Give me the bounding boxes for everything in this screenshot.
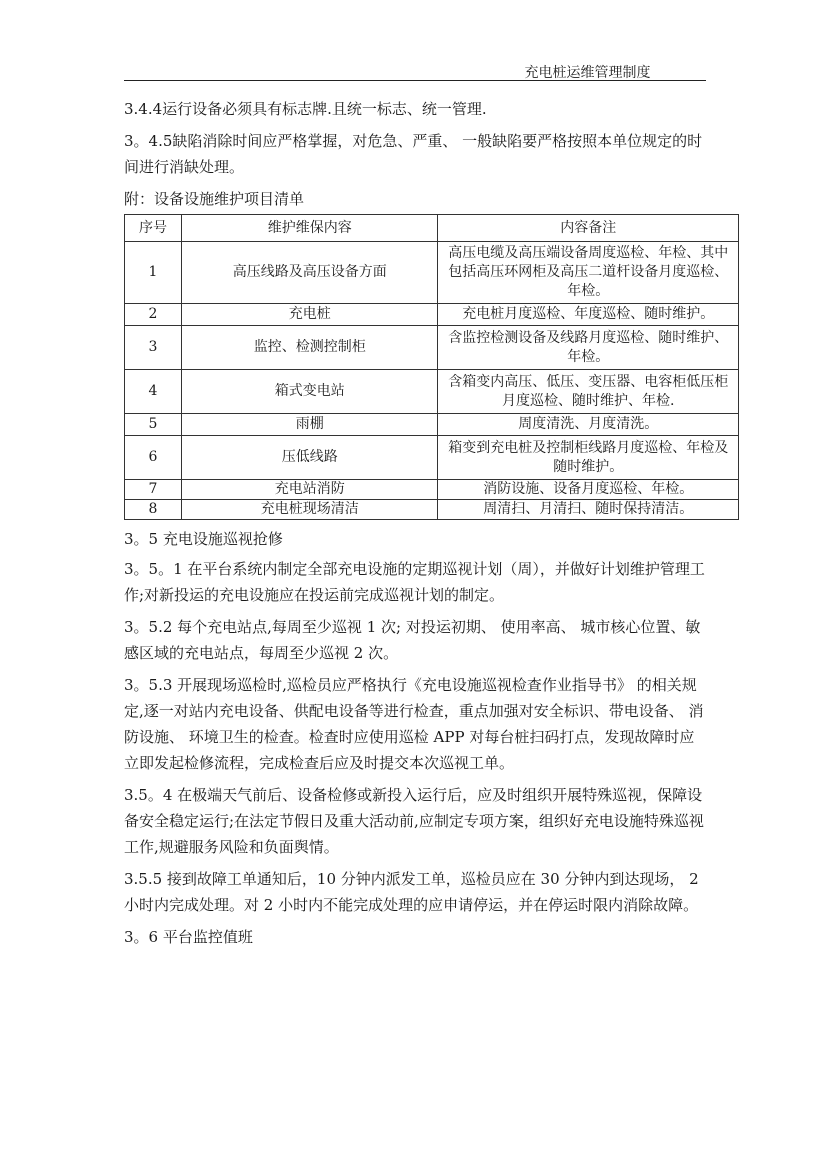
cell-no: 5 [125, 414, 182, 436]
table-row [125, 370, 739, 414]
paragraph-3-5-1: 3。5。1 在平台系统内制定全部充电设施的定期巡视计划（周），并做好计划维护管理工作;对新投运的充电设施应在投运前完成巡视计划的制定。 [124, 560, 705, 604]
cell-note: 含箱变内高压、低压、变压器、电容柜低压柜月度巡检、随时维护、年检. [438, 370, 739, 414]
table-row [125, 304, 739, 326]
paragraph-3-4-4: 3.4.4运行设备必须具有标志牌.且统一标志、统一管理. [124, 100, 487, 118]
header-item: 维护维保内容 [181, 215, 438, 242]
cell-item: 充电站消防 [181, 480, 438, 500]
cell-item: 高压线路及高压设备方面 [181, 242, 438, 304]
cell-item: 雨棚 [181, 414, 438, 436]
table-header-row [125, 215, 739, 242]
cell-item: 压低线路 [181, 436, 438, 480]
cell-note: 周度清洗、月度清洗。 [438, 414, 739, 436]
cell-item: 箱式变电站 [181, 370, 438, 414]
cell-item: 充电桩现场清洁 [181, 500, 438, 520]
table-row [125, 326, 739, 370]
cell-no: 2 [125, 304, 182, 326]
paragraph-3-4-5: 3。4.5缺陷消除时间应严格掌握，对危急、严重、 一般缺陷要严格按照本单位规定的时间进行消缺处理。 [124, 132, 703, 176]
cell-no: 4 [125, 370, 182, 414]
cell-no: 8 [125, 500, 182, 520]
page-header-title: 充电桩运维管理制度 [524, 65, 651, 81]
document-body [124, 96, 729, 954]
cell-no: 3 [125, 326, 182, 370]
header-no: 序号 [125, 215, 182, 242]
paragraph-3-5-3: 3。5.3 开展现场巡检时,巡检员应严格执行《充电设施巡视检查作业指导书》 的相关规定,逐一对站内充电设备、供配电设备等进行检查，重点加强对安全标识、带电设备、 消防设施、 环境卫生的检查。检查时应使用巡检 APP 对每台桩扫码打点，发现故障时应立即发起检修流程，完成检查后应及时提交本次巡视工单。 [124, 676, 704, 772]
cell-item: 监控、检测控制柜 [181, 326, 438, 370]
cell-note: 含监控检测设备及线路月度巡检、随时维护、年检。 [438, 326, 739, 370]
cell-no: 7 [125, 480, 182, 500]
cell-note: 充电桩月度巡检、年度巡检、随时维护。 [438, 304, 739, 326]
cell-item: 充电桩 [181, 304, 438, 326]
maintenance-table [124, 214, 739, 520]
table-row [125, 500, 739, 520]
section-title-3-5: 3。5 充电设施巡视抢修 [124, 530, 283, 548]
table-row [125, 414, 739, 436]
paragraph-3-5-2: 3。5.2 每个充电站点,每周至少巡视 1 次; 对投运初期、 使用率高、 城市核心位置、敏感区域的充电站点，每周至少巡视 2 次。 [124, 618, 701, 662]
cell-note: 箱变到充电桩及控制柜线路月度巡检、年检及随时维护。 [438, 436, 739, 480]
cell-note: 消防设施、设备月度巡检、年检。 [438, 480, 739, 500]
table-row [125, 436, 739, 480]
paragraph-3-5-5: 3.5.5 接到故障工单通知后，10 分钟内派发工单，巡检员应在 30 分钟内到达现场， 2 小时内完成处理。对 2 小时内不能完成处理的应申请停运，并在停运时限内消除故障。 [124, 870, 699, 914]
header-divider [124, 80, 706, 81]
section-title-3-6: 3。6 平台监控值班 [124, 928, 253, 946]
cell-note: 周清扫、月清扫、随时保持清洁。 [438, 500, 739, 520]
cell-note: 高压电缆及高压端设备周度巡检、年检、其中包括高压环网柜及高压二道杆设备月度巡检、年检。 [438, 242, 739, 304]
paragraph-3-5-4: 3.5。4 在极端天气前后、设备检修或新投入运行后，应及时组织开展特殊巡视，保障设备安全稳定运行;在法定节假日及重大活动前,应制定专项方案，组织好充电设施特殊巡视工作,规避服务风险和负面舆情。 [124, 786, 704, 856]
table-row [125, 242, 739, 304]
cell-no: 1 [125, 242, 182, 304]
table-caption: 附：设备设施维护项目清单 [124, 190, 305, 208]
cell-no: 6 [125, 436, 182, 480]
header-note: 内容备注 [438, 215, 739, 242]
table-row [125, 480, 739, 500]
